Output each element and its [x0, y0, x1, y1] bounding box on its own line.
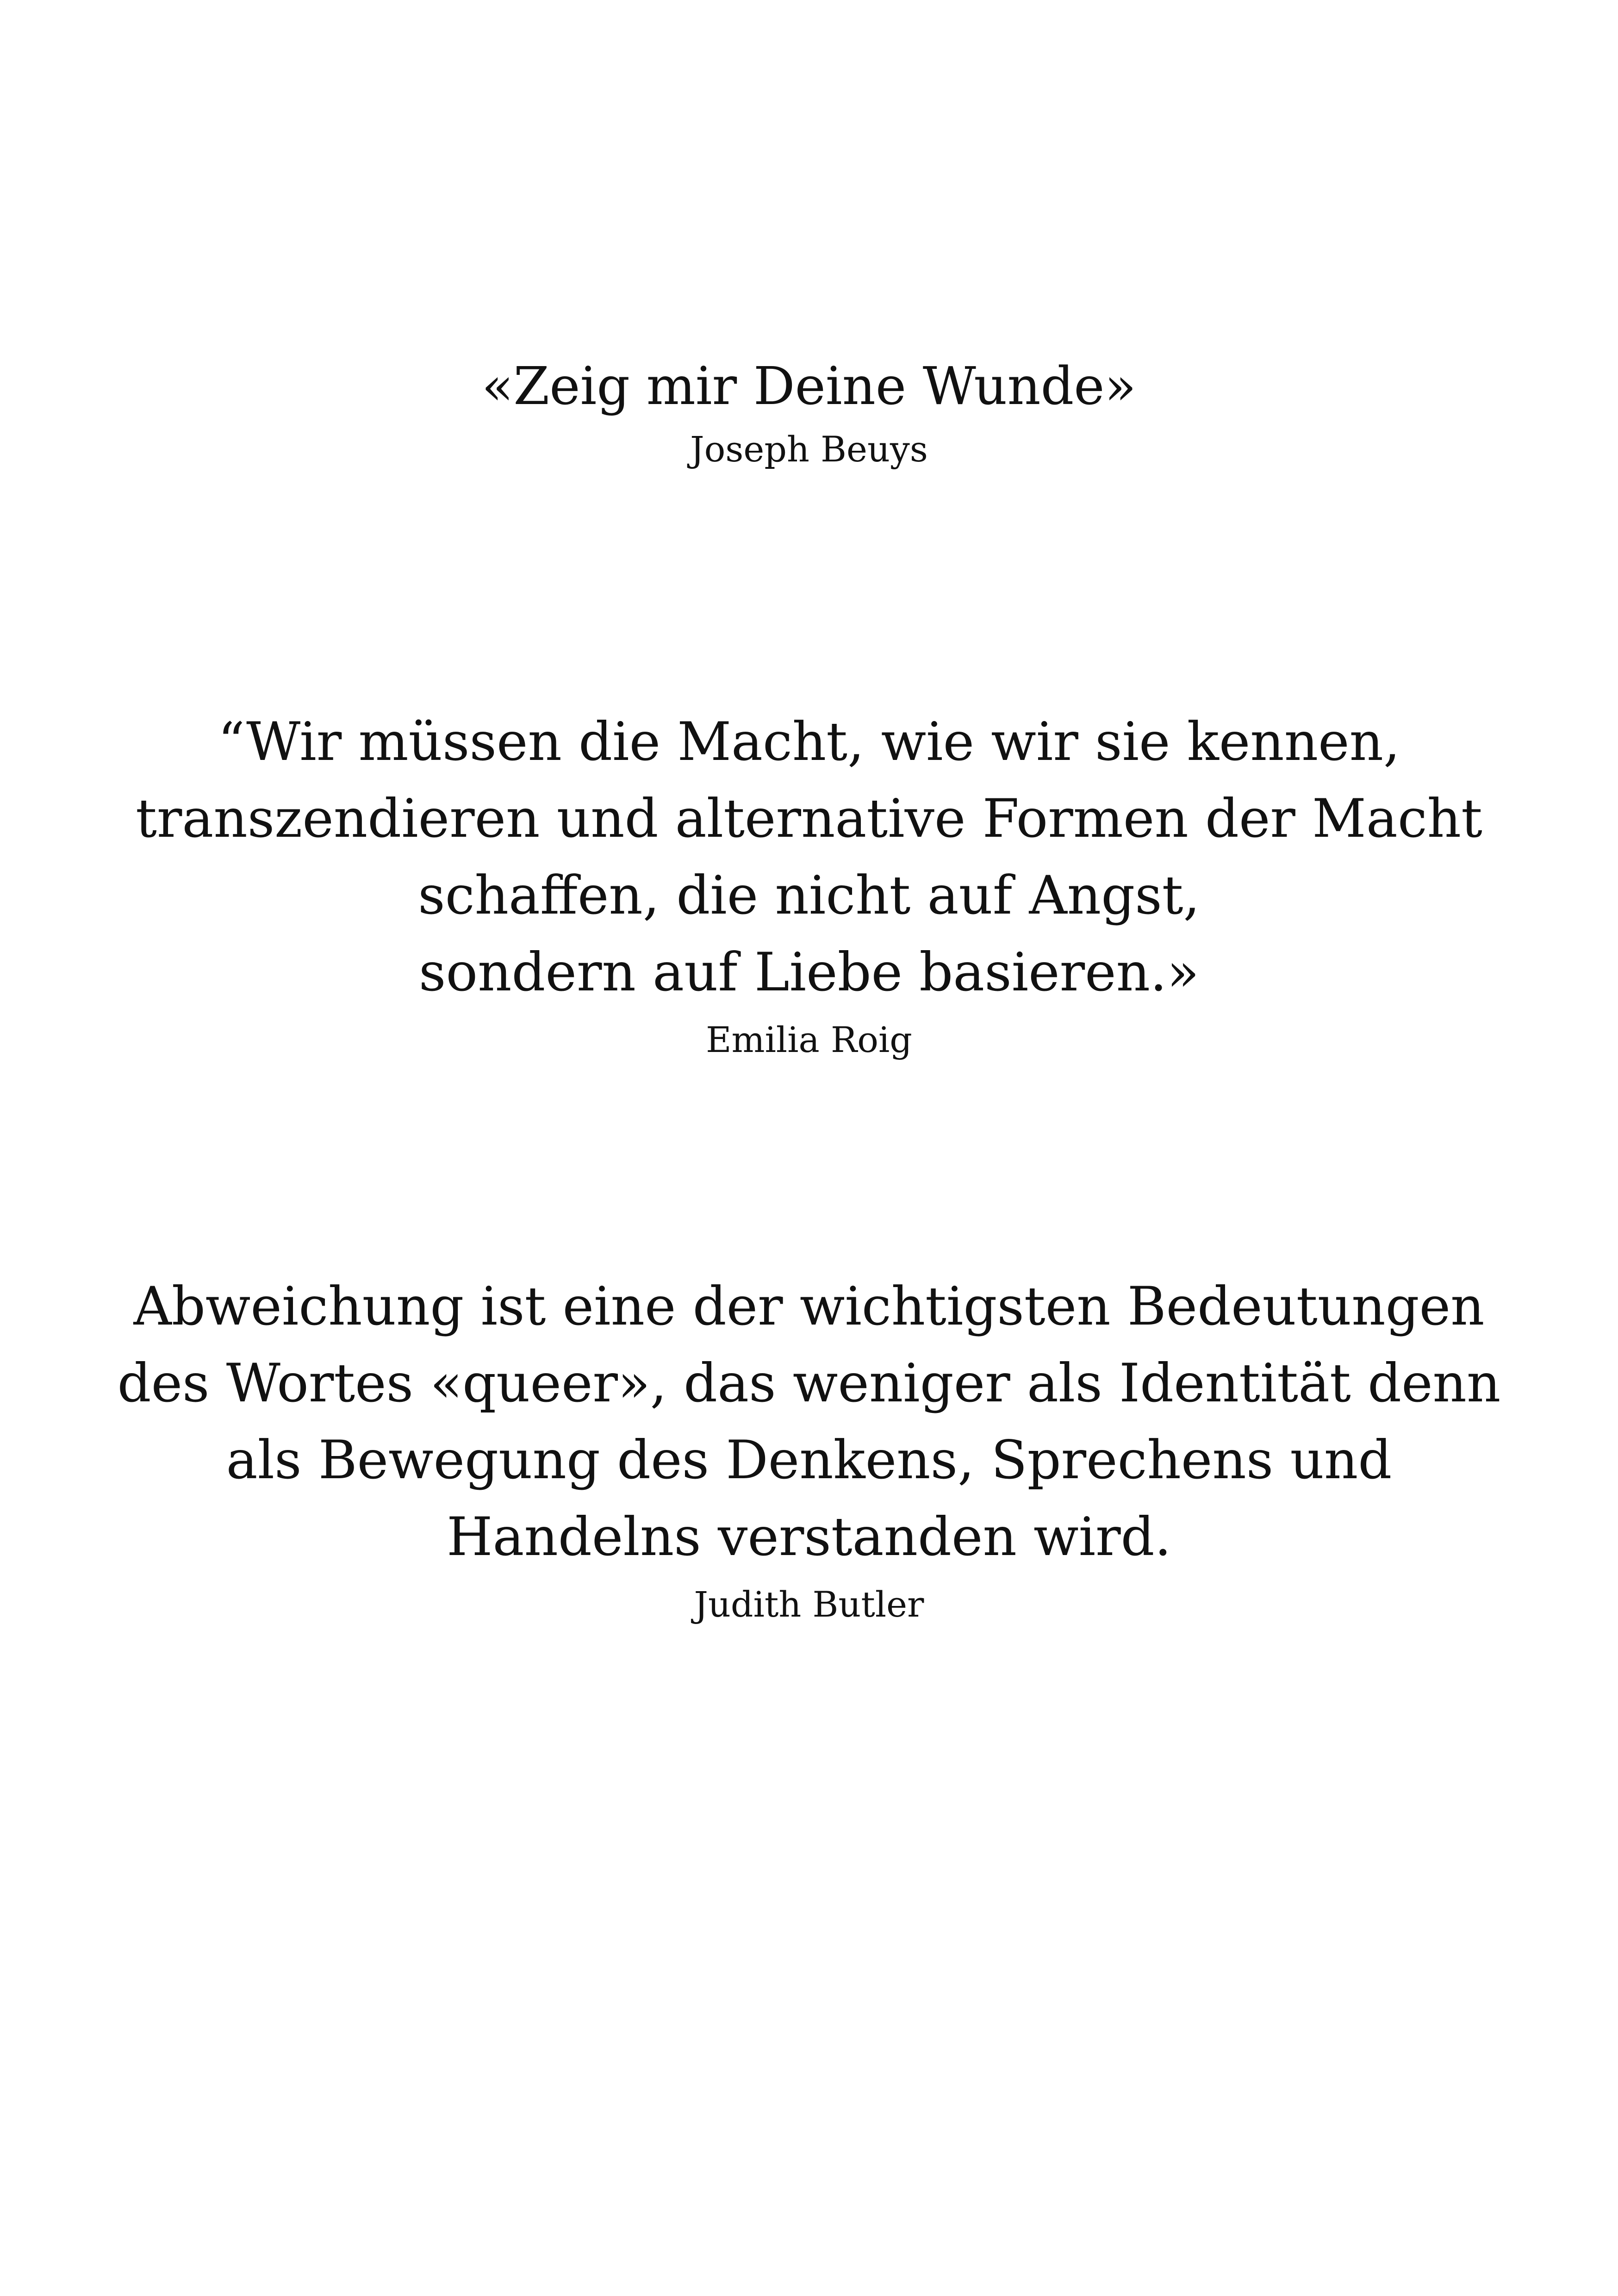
quote-line: Handelns verstanden wird. — [447, 1506, 1171, 1568]
quote-line: als Bewegung des Denkens, Sprechens und — [226, 1429, 1392, 1491]
quote-line: transzendieren und alternative Formen der Macht — [136, 788, 1482, 849]
quote-line: Abweichung ist eine der wichtigsten Bedeutungen — [133, 1276, 1485, 1337]
quote-line: schaffen, die nicht auf Angst, — [418, 865, 1200, 926]
quote-author: Judith Butler — [694, 1584, 924, 1625]
quote-block-beuys — [0, 352, 1618, 475]
quote-block-butler — [0, 1268, 1618, 1630]
quote-line: des Wortes «queer», das weniger als Identität denn — [117, 1352, 1501, 1414]
quote-line: “Wir müssen die Macht, wie wir sie kennen, — [218, 711, 1400, 772]
quote-line: «Zeig mir Deine Wunde» — [481, 356, 1137, 417]
quote-line: sondern auf Liebe basieren.» — [418, 941, 1199, 1003]
quote-author: Joseph Beuys — [690, 429, 928, 470]
quote-block-roig — [0, 703, 1618, 1065]
quote-author: Emilia Roig — [706, 1019, 912, 1060]
